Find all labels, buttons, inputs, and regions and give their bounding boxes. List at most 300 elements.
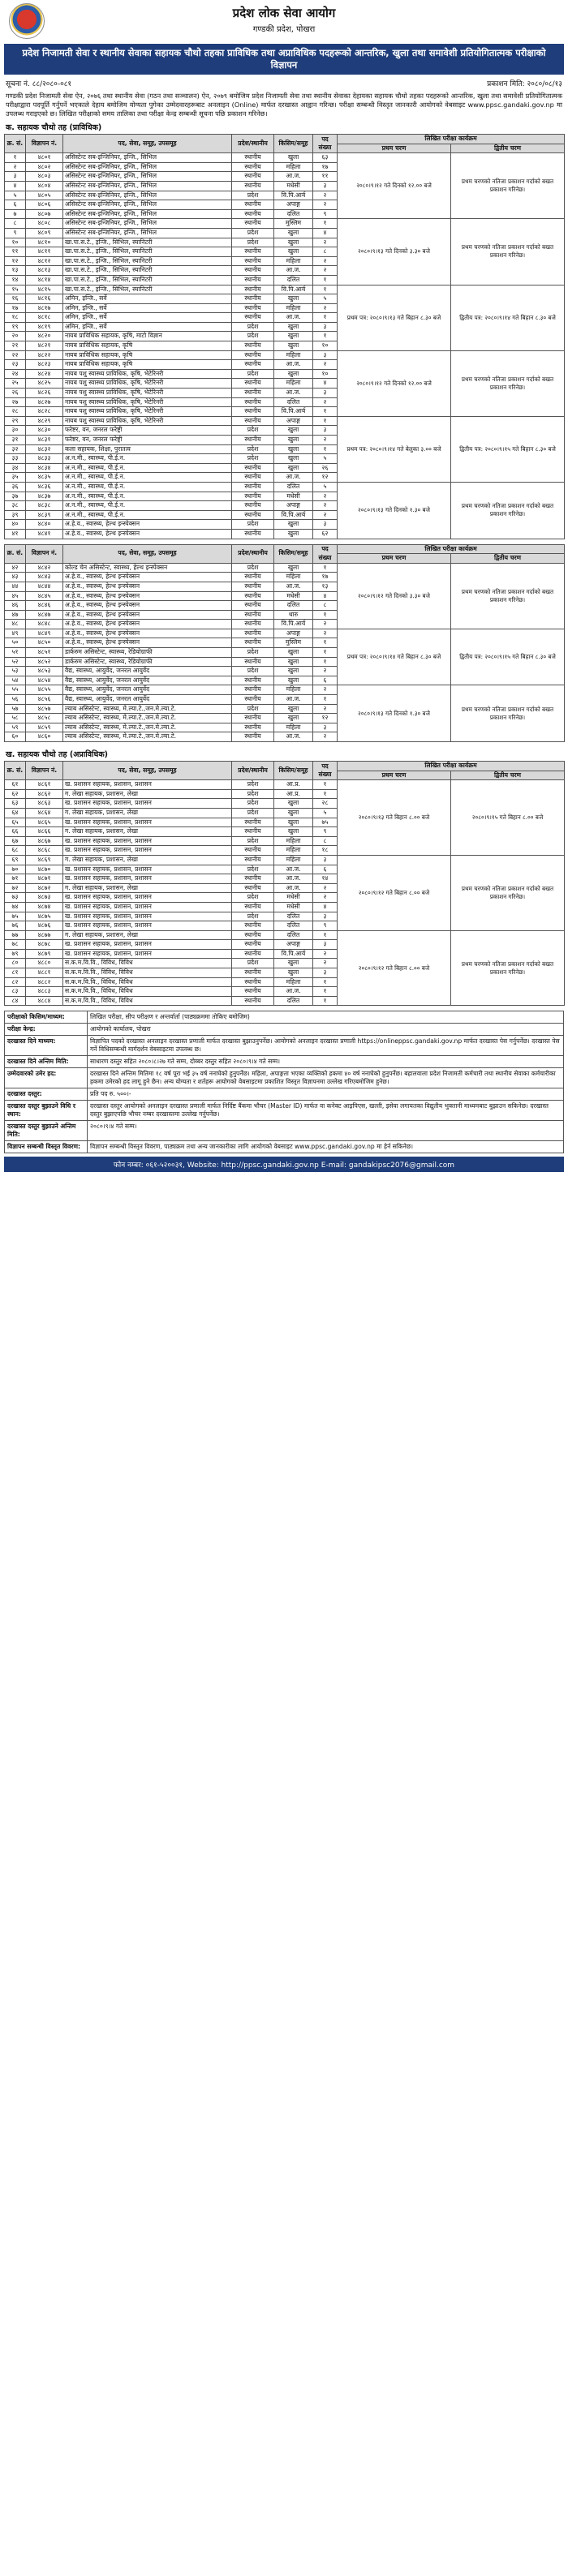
post-name: ख. प्रशासन सहायक, प्रशासन, प्रशासन — [63, 865, 232, 874]
advert-no: ४८५४ — [26, 676, 63, 685]
advert-no: ४८४२ — [26, 563, 63, 573]
category: आ.ज. — [274, 389, 313, 398]
serial-no: ५६ — [5, 695, 26, 705]
category: खुला — [274, 520, 313, 530]
serial-no: २४ — [5, 369, 26, 379]
advert-no: ४८२८ — [26, 407, 63, 417]
first-phase-schedule: २०८०।९।१३ गते दिनको १.३० बजे — [338, 685, 451, 742]
post-name: नायब प्राविधिक सहायक, कृषि — [63, 341, 232, 351]
serial-no: १४ — [5, 275, 26, 285]
level: स्थानीय — [232, 407, 274, 417]
level: स्थानीय — [232, 209, 274, 219]
post-count: २ — [313, 492, 338, 501]
post-count: १ — [313, 275, 338, 285]
advert-no: ४८६९ — [26, 855, 63, 865]
level: स्थानीय — [232, 949, 274, 959]
post-count: ९ — [313, 921, 338, 931]
level: स्थानीय — [232, 247, 274, 257]
post-count: १७ — [313, 162, 338, 172]
level: प्रदेश — [232, 865, 274, 874]
post-count: ५ — [313, 454, 338, 464]
advert-no: ४८७७ — [26, 930, 63, 940]
serial-no: ३५ — [5, 473, 26, 483]
category: खुला — [274, 959, 313, 968]
post-name: ख. प्रशासन सहायक, प्रशासन, प्रशासन — [63, 893, 232, 903]
post-name: ख. प्रशासन सहायक, प्रशासन, प्रशासन — [63, 940, 232, 950]
second-phase-schedule: २०८०।९।१५ गते बिहान ८.०० बजे — [451, 780, 565, 856]
post-name: फरेष्टर, वन, जनरल फरेष्ट्री — [63, 436, 232, 445]
post-count: १ — [313, 416, 338, 426]
info-value: लिखित परीक्षा, सीप परीक्षण र अन्तर्वार्ता (पाठ्यक्रममा तोकिए बमोजिम) — [88, 1011, 564, 1024]
advert-no: ४८३१ — [26, 436, 63, 445]
info-table — [4, 1011, 564, 1153]
serial-no: २८ — [5, 407, 26, 417]
post-name: अ.हे.व., स्वास्थ्य, हेल्थ इन्स्पेक्सन — [63, 601, 232, 611]
section-a-title: क. सहायक चौथो तह (प्राविधिक) — [6, 123, 102, 132]
advert-no: ४८११ — [26, 247, 63, 257]
level: स्थानीय — [232, 153, 274, 163]
notice-meta — [6, 78, 562, 88]
category: आ.ज. — [274, 582, 313, 591]
advert-no: ४८६१ — [26, 780, 63, 790]
serial-no: ३७ — [5, 492, 26, 501]
post-name: अ.न.मी., स्वास्थ्य, पी.ई.न. — [63, 510, 232, 520]
category: खुला — [274, 294, 313, 304]
post-name: खा.पा.स.टे., इन्जि., सिभिल, स्यानिटरी — [63, 256, 232, 266]
level: स्थानीय — [232, 350, 274, 360]
column-header: पद संख्या — [313, 762, 338, 780]
table-row — [5, 685, 565, 695]
column-header: पद, सेवा, समूह, उपसमूह — [63, 544, 232, 563]
post-count: ११ — [313, 172, 338, 182]
post-name: ख. प्रशासन सहायक, प्रशासन, प्रशासन — [63, 921, 232, 931]
info-value: साधारण दस्तुर सहित २०८०।८।२७ गते सम्म, दोब्बर दस्तुर सहित २०८०।९।४ गते सम्म। — [88, 1056, 564, 1068]
advertisement-title: प्रदेश निजामती सेवा र स्थानीय सेवाका सहायक चौथो तहका प्राविधिक तथा अप्राविधिक पदहरूको आन्तरिक, खुला तथा समावेशी प्रतियोगितात्मक परीक्षाको विज्ञापन — [4, 44, 564, 75]
serial-no: २ — [5, 162, 26, 172]
info-row — [5, 1101, 564, 1121]
post-count: १७ — [313, 573, 338, 582]
post-name: नायब प्राविधिक सहायक, कृषि — [63, 350, 232, 360]
info-key: दरखास्त दिने माध्यम: — [5, 1036, 88, 1056]
post-name: वैद्य, स्वास्थ्य, आयुर्वेद, जनरल आयुर्वेद — [63, 695, 232, 705]
post-count: ३ — [313, 968, 338, 978]
category: खुला — [274, 529, 313, 539]
first-phase-schedule: प्रथम पत्र: २०८०।९।१४ गते बेलुका ३.०० बजे — [338, 416, 451, 482]
info-key: परीक्षा केन्द्र: — [5, 1024, 88, 1036]
info-key: उम्मेदवारको उमेर हद: — [5, 1068, 88, 1088]
post-name: अमिन, इन्जि., सर्वे — [63, 294, 232, 304]
post-count: २ — [313, 200, 338, 210]
post-name: कोल्ड चेन असिस्टेन्ट, स्वास्थ्य, हेल्थ इन्स्पेक्सन — [63, 563, 232, 573]
post-count: १ — [313, 332, 338, 341]
second-phase-schedule: प्रथम चरणको नतिजा प्रकाशन गर्दाको बखत प्रकाशन गरिनेछ। — [451, 855, 565, 930]
level: स्थानीय — [232, 275, 274, 285]
table-row — [5, 780, 565, 790]
serial-no: ४६ — [5, 601, 26, 611]
advert-no: ४८६३ — [26, 799, 63, 809]
advert-no: ४८६४ — [26, 808, 63, 818]
category: महिला — [274, 162, 313, 172]
level: स्थानीय — [232, 200, 274, 210]
post-count: १० — [313, 369, 338, 379]
post-name: असिस्टेन्ट सब-इन्जिनियर, इन्जि., सिभिल — [63, 191, 232, 200]
category: खुला — [274, 454, 313, 464]
category: आ.ज. — [274, 360, 313, 370]
category: आ.ज. — [274, 987, 313, 997]
post-name: ख. प्रशासन सहायक, प्रशासन, प्रशासन — [63, 912, 232, 921]
level: प्रदेश — [232, 332, 274, 341]
post-count: २ — [313, 360, 338, 370]
level: प्रदेश — [232, 667, 274, 676]
column-header: किसिम/समूह — [274, 762, 313, 780]
post-name: स.क.म.वि.वि., विविध, विविध — [63, 959, 232, 968]
post-count: २ — [313, 959, 338, 968]
advert-no: ४८३३ — [26, 454, 63, 464]
serial-no: ५३ — [5, 667, 26, 676]
level: प्रदेश — [232, 228, 274, 238]
post-count: २ — [313, 685, 338, 695]
category: आ.ज. — [274, 695, 313, 705]
info-row — [5, 1036, 564, 1056]
level: स्थानीय — [232, 930, 274, 940]
column-header: प्रथम चरण — [338, 771, 451, 780]
level: स्थानीय — [232, 181, 274, 191]
level: स्थानीय — [232, 360, 274, 370]
level: स्थानीय — [232, 695, 274, 705]
info-row — [5, 1121, 564, 1141]
advert-no: ४८४६ — [26, 601, 63, 611]
post-name: अ.हे.व., स्वास्थ्य, हेल्थ इन्स्पेक्सन — [63, 582, 232, 591]
category: महिला — [274, 836, 313, 846]
post-count: १ — [313, 407, 338, 417]
serial-no: ७१ — [5, 874, 26, 884]
post-name: खा.पा.स.टे., इन्जि., सिभिल, स्यानिटरी — [63, 285, 232, 294]
second-phase-schedule: प्रथम चरणको नतिजा प्रकाशन गर्दाको बखत प्रकाशन गरिनेछ। — [451, 219, 565, 285]
category: महिला — [274, 379, 313, 389]
level: स्थानीय — [232, 855, 274, 865]
post-count: ६३ — [313, 153, 338, 163]
post-count: ८ — [313, 601, 338, 611]
category: खुला — [274, 657, 313, 667]
category: खुला — [274, 369, 313, 379]
post-name: वैद्य, स्वास्थ्य, आयुर्वेद, जनरल आयुर्वेद — [63, 667, 232, 676]
post-count: २ — [313, 266, 338, 276]
advert-no: ४८७८ — [26, 940, 63, 950]
advert-no: ४८५५ — [26, 685, 63, 695]
column-header: द्वितीय चरण — [451, 144, 565, 153]
post-count: ७५ — [313, 818, 338, 827]
advert-no: ४८२३ — [26, 360, 63, 370]
level: स्थानीय — [232, 341, 274, 351]
second-phase-schedule: द्वितीय पत्र: २०८०।९।१५ गते बिहान ८.३० बजे — [451, 416, 565, 482]
category: अपाङ्ग — [274, 200, 313, 210]
category: वि.पि.आर्य — [274, 407, 313, 417]
post-name: अ.हे.व., स्वास्थ्य, हेल्थ इन्स्पेक्सन — [63, 529, 232, 539]
level: प्रदेश — [232, 238, 274, 247]
serial-no: १५ — [5, 285, 26, 294]
serial-no: ८ — [5, 219, 26, 229]
serial-no: १ — [5, 153, 26, 163]
post-count: ८ — [313, 247, 338, 257]
level: स्थानीय — [232, 921, 274, 931]
level: प्रदेश — [232, 799, 274, 809]
category: दलित — [274, 912, 313, 921]
level: स्थानीय — [232, 818, 274, 827]
advert-no: ४८१९ — [26, 322, 63, 332]
post-name: ग. लेखा सहायक, प्रशासन, लेखा — [63, 930, 232, 940]
serial-no: ७४ — [5, 902, 26, 912]
post-count: १ — [313, 285, 338, 294]
post-name: ख. प्रशासन सहायक, प्रशासन, प्रशासन — [63, 902, 232, 912]
advert-no: ४८०५ — [26, 191, 63, 200]
advert-no: ४८१२ — [26, 256, 63, 266]
serial-no: १२ — [5, 256, 26, 266]
level: स्थानीय — [232, 620, 274, 629]
category: मुस्लिम — [274, 638, 313, 648]
serial-no: २५ — [5, 379, 26, 389]
post-count: १ — [313, 996, 338, 1006]
advert-no: ४८२५ — [26, 379, 63, 389]
post-name: नायब पशु स्वास्थ्य प्राविधिक, कृषि, भेटेरिनरी — [63, 407, 232, 417]
post-count: १८ — [313, 846, 338, 856]
category: वि.पि.आर्य — [274, 191, 313, 200]
advert-no: ४८२० — [26, 332, 63, 341]
post-count: १ — [313, 219, 338, 229]
serial-no: ६८ — [5, 846, 26, 856]
post-name: अ.न.मी., स्वास्थ्य, पी.ई.न. — [63, 473, 232, 483]
section-a2-table — [4, 544, 565, 742]
category: मधेसी — [274, 893, 313, 903]
post-name: नायब प्राविधिक सहायक, कृषि — [63, 360, 232, 370]
level: प्रदेश — [232, 191, 274, 200]
second-phase-schedule: द्वितीय पत्र: २०८०।९।१५ गते बिहान ८.३० बजे — [451, 629, 565, 685]
info-row — [5, 1141, 564, 1153]
post-count: १३ — [313, 582, 338, 591]
advert-no: ४८०८ — [26, 219, 63, 229]
post-count: १ — [313, 313, 338, 323]
post-count: १० — [313, 341, 338, 351]
advert-no: ४८१७ — [26, 303, 63, 313]
first-phase-schedule: २०८०।९।१२ गते दिनको १२.०० बजे — [338, 153, 451, 219]
post-count: १ — [313, 987, 338, 997]
post-name: ख. प्रशासन सहायक, प्रशासन, प्रशासन — [63, 780, 232, 790]
advert-no: ४८६८ — [26, 846, 63, 856]
level: स्थानीय — [232, 294, 274, 304]
post-name: ग. लेखा सहायक, प्रशासन, लेखा — [63, 827, 232, 837]
post-name: अमिन, इन्जि., सर्वे — [63, 303, 232, 313]
category: खुला — [274, 799, 313, 809]
column-header: प्रदेश/स्थानीय — [232, 762, 274, 780]
serial-no: ४ — [5, 181, 26, 191]
serial-no: ७६ — [5, 921, 26, 931]
advert-no: ४८१३ — [26, 266, 63, 276]
serial-no: ४९ — [5, 629, 26, 638]
post-name: असिस्टेन्ट सब-इन्जिनियर, इन्जि., सिभिल — [63, 162, 232, 172]
serial-no: ६१ — [5, 780, 26, 790]
advert-no: ४८८२ — [26, 977, 63, 987]
post-name: अ.न.मी., स्वास्थ्य, पी.ई.न. — [63, 492, 232, 501]
post-name: ग. लेखा सहायक, प्रशासन, लेखा — [63, 883, 232, 893]
advert-no: ४८१८ — [26, 313, 63, 323]
category: आ.ज. — [274, 865, 313, 874]
post-count: २ — [313, 238, 338, 247]
category: खुला — [274, 827, 313, 837]
advert-no: ४८८४ — [26, 996, 63, 1006]
post-name: ख. प्रशासन सहायक, प्रशासन, प्रशासन — [63, 818, 232, 827]
category: आ.ज. — [274, 172, 313, 182]
category: आ.ज. — [274, 313, 313, 323]
level: प्रदेश — [232, 369, 274, 379]
level: स्थानीय — [232, 482, 274, 492]
advert-no: ४८४८ — [26, 620, 63, 629]
level: स्थानीय — [232, 987, 274, 997]
post-count: ९ — [313, 209, 338, 219]
level: स्थानीय — [232, 732, 274, 742]
post-count: ३ — [313, 855, 338, 865]
info-value: २०८०।९।४ गते सम्म। — [88, 1121, 564, 1141]
advert-no: ४८२७ — [26, 397, 63, 407]
advert-no: ४८७५ — [26, 912, 63, 921]
serial-no: ५ — [5, 191, 26, 200]
serial-no: ६४ — [5, 808, 26, 818]
serial-no: ३४ — [5, 463, 26, 473]
advert-no: ४८२२ — [26, 350, 63, 360]
post-count: २ — [313, 510, 338, 520]
category: वि.पि.आर्य — [274, 510, 313, 520]
serial-no: ३२ — [5, 444, 26, 454]
first-phase-schedule: २०८०।९।१२ गते बिहान ८.०० बजे — [338, 930, 451, 1006]
column-header: क्र. सं. — [5, 544, 26, 563]
advert-no: ४८०९ — [26, 228, 63, 238]
serial-no: ४५ — [5, 591, 26, 601]
category: महिला — [274, 303, 313, 313]
category: खुला — [274, 436, 313, 445]
level: स्थानीय — [232, 582, 274, 591]
serial-no: ३० — [5, 426, 26, 436]
second-phase-schedule: प्रथम चरणको नतिजा प्रकाशन गर्दाको बखत प्रकाशन गरिनेछ। — [451, 482, 565, 539]
advert-no: ४८०६ — [26, 200, 63, 210]
advert-no: ४८७२ — [26, 883, 63, 893]
post-name: नायब पशु स्वास्थ्य प्राविधिक, कृषि, भेटेरिनरी — [63, 389, 232, 398]
post-name: नायब प्राविधिक सहायक, कृषि, माटो विज्ञान — [63, 332, 232, 341]
advert-no: ४८८० — [26, 959, 63, 968]
post-count: ३ — [313, 350, 338, 360]
second-phase-schedule: प्रथम चरणको नतिजा प्रकाशन गर्दाको बखत प्रकाशन गरिनेछ। — [451, 563, 565, 629]
post-name: स.क.म.वि.वि., विविध, विविध — [63, 977, 232, 987]
level: स्थानीय — [232, 902, 274, 912]
table-row — [5, 482, 565, 492]
first-phase-schedule: २०८०।९।१२ गते दिनको १२.०० बजे — [338, 350, 451, 416]
level: प्रदेश — [232, 563, 274, 573]
level: स्थानीय — [232, 436, 274, 445]
post-name: असिस्टेन्ट सब-इन्जिनियर, इन्जि., सिभिल — [63, 209, 232, 219]
post-name: ल्याब असिस्टेन्ट, स्वास्थ्य, मे.ल्या.टे.,जन.मे.ल्या.टे. — [63, 714, 232, 723]
advert-no: ४८५२ — [26, 657, 63, 667]
advert-no: ४८३५ — [26, 473, 63, 483]
post-name: अ.न.मी., स्वास्थ्य, पी.ई.न. — [63, 501, 232, 511]
advert-no: ४८०२ — [26, 162, 63, 172]
level: स्थानीय — [232, 473, 274, 483]
advert-no: ४८६७ — [26, 836, 63, 846]
column-header: द्वितीय चरण — [451, 771, 565, 780]
post-name: ख. प्रशासन सहायक, प्रशासन, प्रशासन — [63, 846, 232, 856]
level: स्थानीय — [232, 389, 274, 398]
emblem-logo — [9, 3, 45, 39]
second-phase-schedule: द्वितीय पत्र: २०८०।९।१४ गते बिहान ८.३० बजे — [451, 285, 565, 350]
serial-no: ६० — [5, 732, 26, 742]
serial-no: ७७ — [5, 930, 26, 940]
post-count: ५ — [313, 294, 338, 304]
serial-no: ८० — [5, 959, 26, 968]
column-header: प्रथम चरण — [338, 554, 451, 564]
exam-schedule-header: लिखित परीक्षा कार्यक्रम — [338, 762, 565, 771]
advert-no: ४८५९ — [26, 723, 63, 732]
level: स्थानीय — [232, 940, 274, 950]
category: मुस्लिम — [274, 219, 313, 229]
category: खुला — [274, 676, 313, 685]
serial-no: ४७ — [5, 610, 26, 620]
serial-no: ७९ — [5, 949, 26, 959]
post-name: खा.पा.स.टे., इन्जि., सिभिल, स्यानिटरी — [63, 238, 232, 247]
level: स्थानीय — [232, 501, 274, 511]
post-count: १ — [313, 648, 338, 658]
info-value: प्रति पद रु. ५००।- — [88, 1088, 564, 1101]
level: प्रदेश — [232, 704, 274, 714]
category: खुला — [274, 444, 313, 454]
post-count: १ — [313, 638, 338, 648]
advert-no: ४८८३ — [26, 987, 63, 997]
table-row — [5, 219, 565, 229]
post-name: अ.हे.व., स्वास्थ्य, हेल्थ इन्स्पेक्सन — [63, 573, 232, 582]
post-count: १ — [313, 930, 338, 940]
advert-no: ४८४० — [26, 520, 63, 530]
serial-no: १६ — [5, 294, 26, 304]
post-name: स.क.म.वि.वि., विविध, विविध — [63, 968, 232, 978]
category: मधेसी — [274, 902, 313, 912]
serial-no: २० — [5, 332, 26, 341]
category: खुला — [274, 228, 313, 238]
serial-no: ४४ — [5, 582, 26, 591]
category: मधेसी — [274, 591, 313, 601]
post-name: असिस्टेन्ट सब-इन्जिनियर, इन्जि., सिभिल — [63, 200, 232, 210]
post-name: अ.हे.व., स्वास्थ्य, हेल्थ इन्स्पेक्सन — [63, 591, 232, 601]
serial-no: ७० — [5, 865, 26, 874]
post-name: अ.न.मी., स्वास्थ्य, पी.ई.न. — [63, 463, 232, 473]
post-name: डार्करुम असिस्टेन्ट, स्वास्थ्य, रेडियोग्राफी — [63, 648, 232, 658]
level: स्थानीय — [232, 610, 274, 620]
post-count: ३ — [313, 520, 338, 530]
category: आ.प्र. — [274, 789, 313, 799]
category: मधेसी — [274, 492, 313, 501]
info-key: दरखास्त दस्तुर बुझाउने विधि र स्थान: — [5, 1101, 88, 1121]
post-name: ल्याब असिस्टेन्ट, स्वास्थ्य, मे.ल्या.टे.,जन.मे.ल्या.टे. — [63, 704, 232, 714]
post-count: १२ — [313, 714, 338, 723]
serial-no: २७ — [5, 397, 26, 407]
level: स्थानीय — [232, 968, 274, 978]
serial-no: ६ — [5, 200, 26, 210]
level: प्रदेश — [232, 648, 274, 658]
serial-no: २३ — [5, 360, 26, 370]
exam-schedule-header: लिखित परीक्षा कार्यक्रम — [338, 135, 565, 144]
serial-no: १३ — [5, 266, 26, 276]
post-name: असिस्टेन्ट सब-इन्जिनियर, इन्जि., सिभिल — [63, 181, 232, 191]
category: महिला — [274, 855, 313, 865]
column-header: किसिम/समूह — [274, 544, 313, 563]
level: स्थानीय — [232, 573, 274, 582]
notice-number: सूचना नं. ८८/२०८०-०८१ — [6, 80, 72, 88]
serial-no: ३१ — [5, 436, 26, 445]
table-row — [5, 416, 565, 426]
